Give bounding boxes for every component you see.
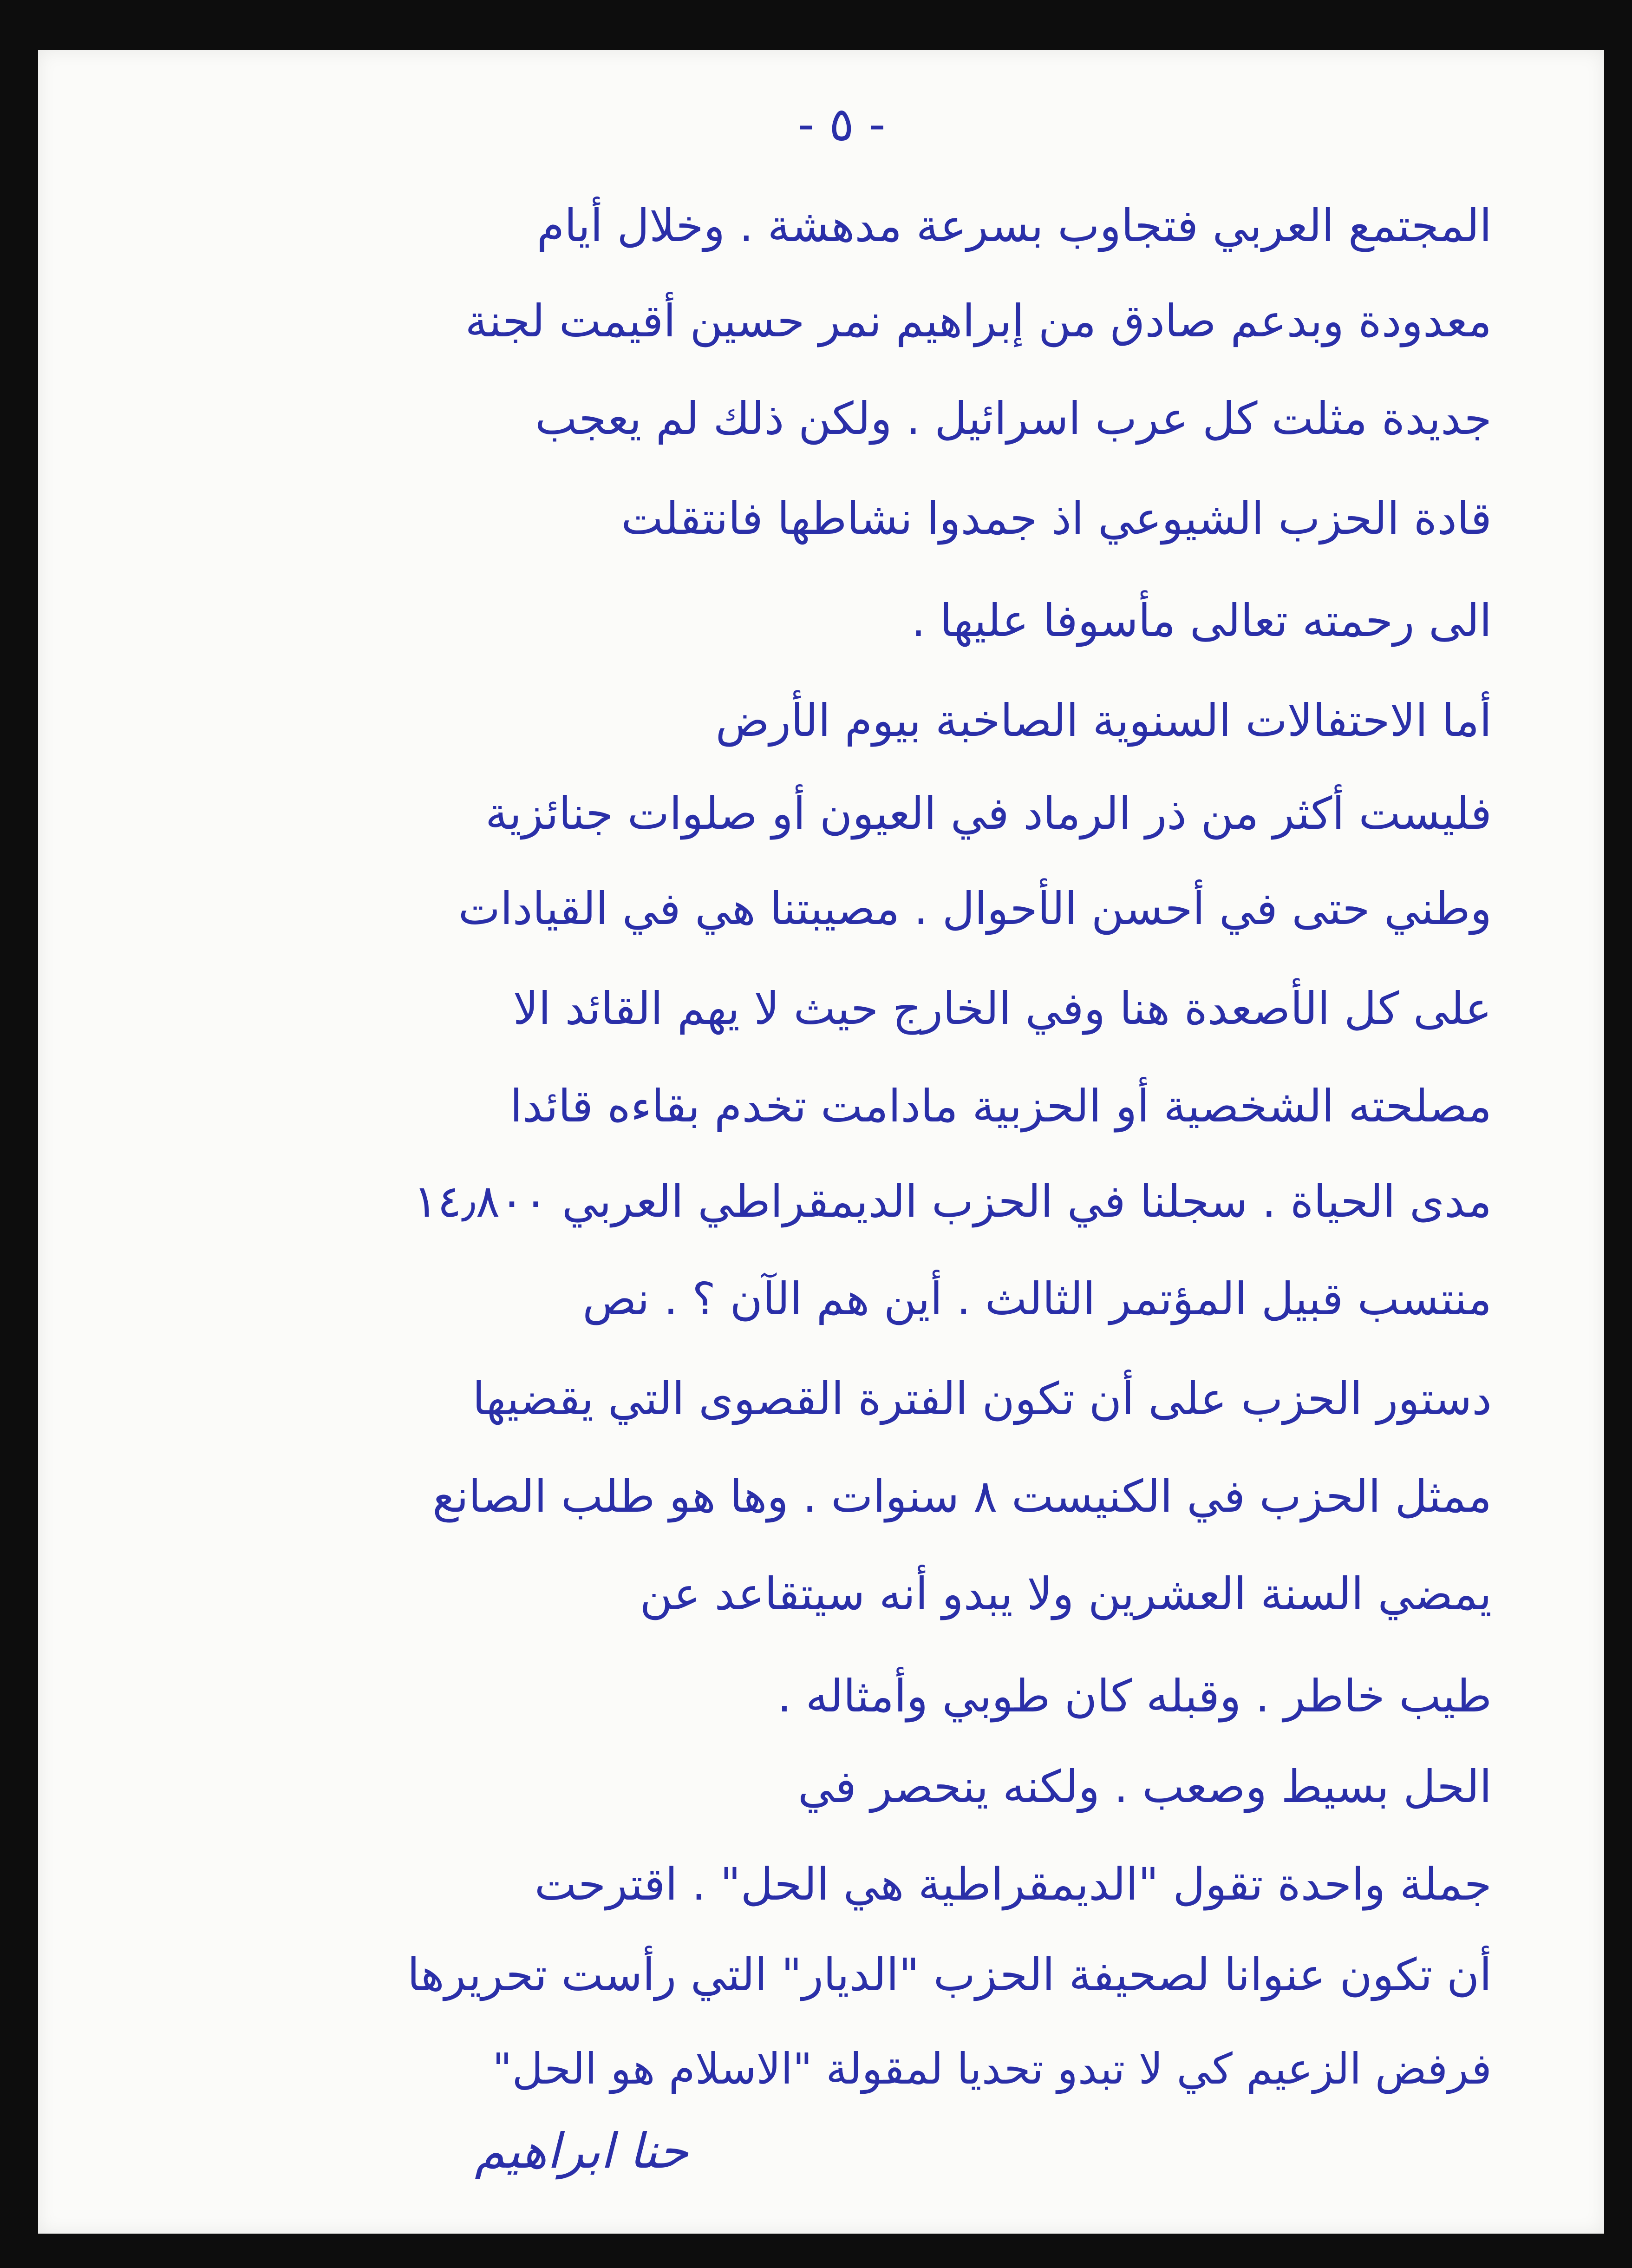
text-line-15: يمضي السنة العشرين ولا يبدو أنه سيتقاعد عن	[640, 1568, 1492, 1620]
text-line-13: دستور الحزب على أن تكون الفترة القصوى التي يقضيها	[472, 1373, 1492, 1425]
text-line-20: فرفض الزعيم كي لا تبدو تحديا لمقولة "الاسلام هو الحل"	[492, 2044, 1492, 2094]
handwritten-letter-page	[38, 50, 1604, 2234]
text-line-6: أما الاحتفالات السنوية الصاخبة بيوم الأرض	[715, 695, 1492, 747]
text-line-8: وطني حتى في أحسن الأحوال . مصيبتنا هي في القيادات	[458, 883, 1492, 935]
text-line-9: على كل الأصعدة هنا وفي الخارج حيث لا يهم القائد الا	[513, 983, 1492, 1035]
text-line-11: مدى الحياة . سجلنا في الحزب الديمقراطي العربي ١٤٫٨٠٠	[413, 1175, 1492, 1227]
text-line-2: معدودة وبدعم صادق من إبراهيم نمر حسين أقيمت لجنة	[465, 295, 1492, 347]
text-line-18: جملة واحدة تقول "الديمقراطية هي الحل" . اقترحت	[534, 1858, 1492, 1910]
text-line-4: قادة الحزب الشيوعي اذ جمدوا نشاطها فانتقلت	[621, 492, 1492, 544]
text-line-16: طيب خاطر . وقبله كان طوبي وأمثاله .	[777, 1670, 1492, 1722]
text-line-1: المجتمع العربي فتجاوب بسرعة مدهشة . وخلال أيام	[536, 200, 1492, 252]
signature: حنا ابراهيم	[475, 2123, 688, 2179]
text-line-10: مصلحته الشخصية أو الحزبية مادامت تخدم بقاءه قائدا	[510, 1080, 1492, 1132]
text-line-12: منتسب قبيل المؤتمر الثالث . أين هم الآن ؟ . نص	[582, 1273, 1492, 1325]
page-number: - ٥ -	[797, 97, 886, 151]
text-line-14: ممثل الحزب في الكنيست ٨ سنوات . وها هو طلب الصانع	[432, 1470, 1492, 1522]
text-line-5: الى رحمته تعالى مأسوفا عليها .	[911, 595, 1492, 647]
text-line-19: أن تكون عنوانا لصحيفة الحزب "الديار" التي رأست تحريرها	[407, 1949, 1492, 2001]
text-line-3: جديدة مثلت كل عرب اسرائيل . ولكن ذلك لم يعجب	[535, 393, 1492, 445]
text-line-7: فليست أكثر من ذر الرماد في العيون أو صلوات جنائزية	[485, 787, 1492, 839]
text-line-17: الحل بسيط وصعب . ولكنه ينحصر في	[798, 1761, 1492, 1813]
